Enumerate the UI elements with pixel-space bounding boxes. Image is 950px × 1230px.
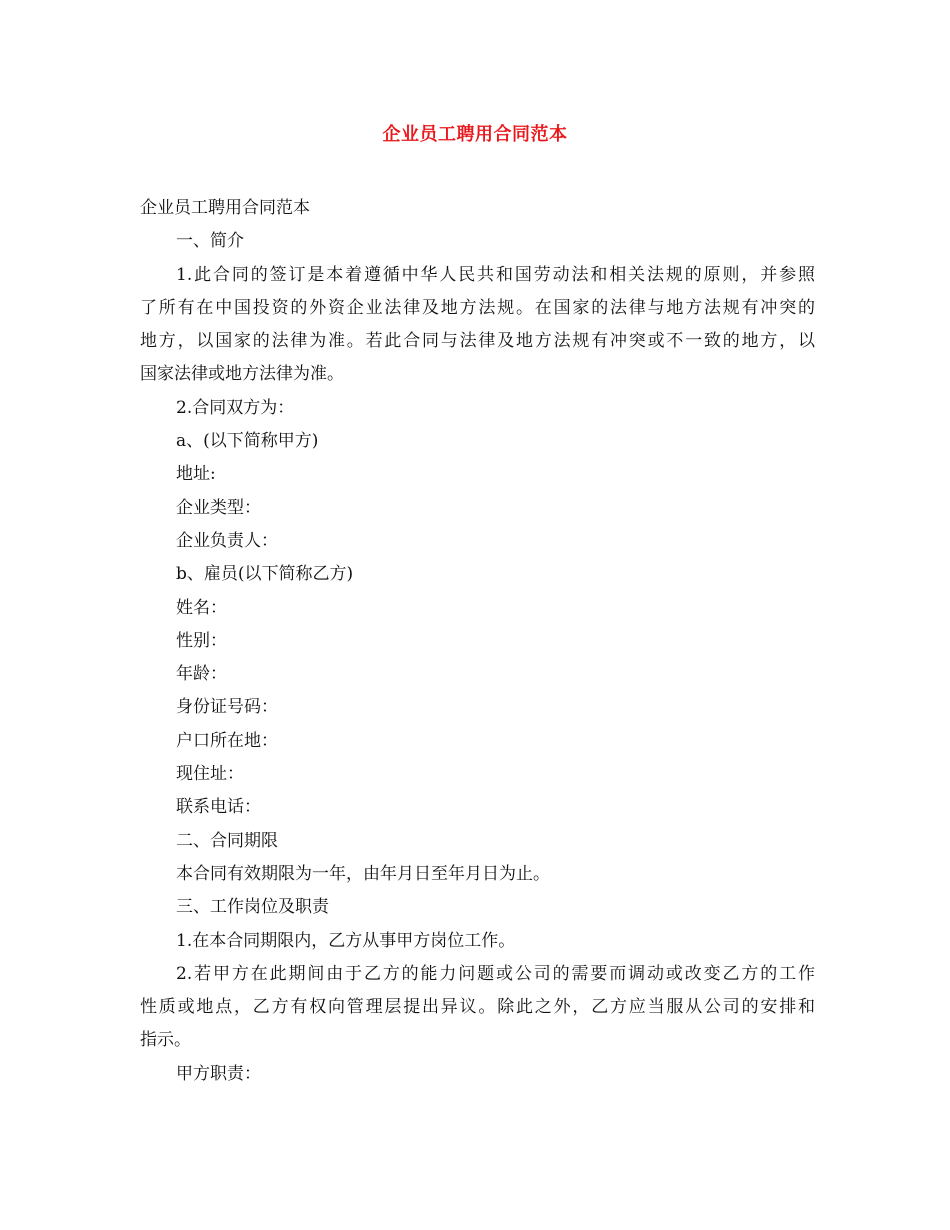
text-line: 2.若甲方在此期间由于乙方的能力问题或公司的需要而调动或改变乙方的工作 <box>176 963 815 984</box>
text-line: 二、合同期限 <box>176 830 278 851</box>
text-line: 年龄： <box>176 664 227 685</box>
text-line: 三、工作岗位及职责 <box>176 897 329 918</box>
text-line: 企业类型： <box>176 497 261 518</box>
text-line: 联系电话： <box>176 797 261 818</box>
text-line: 1.此合同的签订是本着遵循中华人民共和国劳动法和相关法规的原则，并参照 <box>176 264 815 285</box>
text-line: 现住址： <box>176 764 244 785</box>
text-line: 2.合同双方为： <box>176 397 295 418</box>
text-line: 性别： <box>176 630 227 651</box>
document-title: 企业员工聘用合同范本 <box>382 124 568 145</box>
text-line: 姓名： <box>176 597 227 618</box>
text-line: 地址: <box>176 464 216 485</box>
text-line: 甲方职责： <box>176 1063 261 1084</box>
text-line: 身份证号码： <box>176 697 278 718</box>
text-line: b、雇员(以下简称乙方) <box>176 564 354 585</box>
text-line: 本合同有效期限为一年，由年月日至年月日为止。 <box>176 863 550 884</box>
text-line: 户口所在地： <box>176 730 278 751</box>
document-body <box>140 192 815 1091</box>
text-line: a、(以下简称甲方) <box>176 431 319 452</box>
text-line: 指示。 <box>140 1030 191 1051</box>
text-line: 地方，以国家的法律为准。若此合同与法律及地方法规有冲突或不一致的地方，以 <box>140 331 815 352</box>
text-line: 1.在本合同期限内，乙方从事甲方岗位工作。 <box>176 930 516 951</box>
text-line: 了所有在中国投资的外资企业法律及地方法规。在国家的法律与地方法规有冲突的 <box>140 297 815 318</box>
text-line: 一、简介 <box>176 231 244 252</box>
text-line: 企业负责人： <box>176 530 278 551</box>
text-line: 性质或地点，乙方有权向管理层提出异议。除此之外，乙方应当服从公司的安排和 <box>140 997 815 1018</box>
text-line: 国家法律或地方法律为准。 <box>140 364 344 385</box>
text-line: 企业员工聘用合同范本 <box>140 198 310 218</box>
